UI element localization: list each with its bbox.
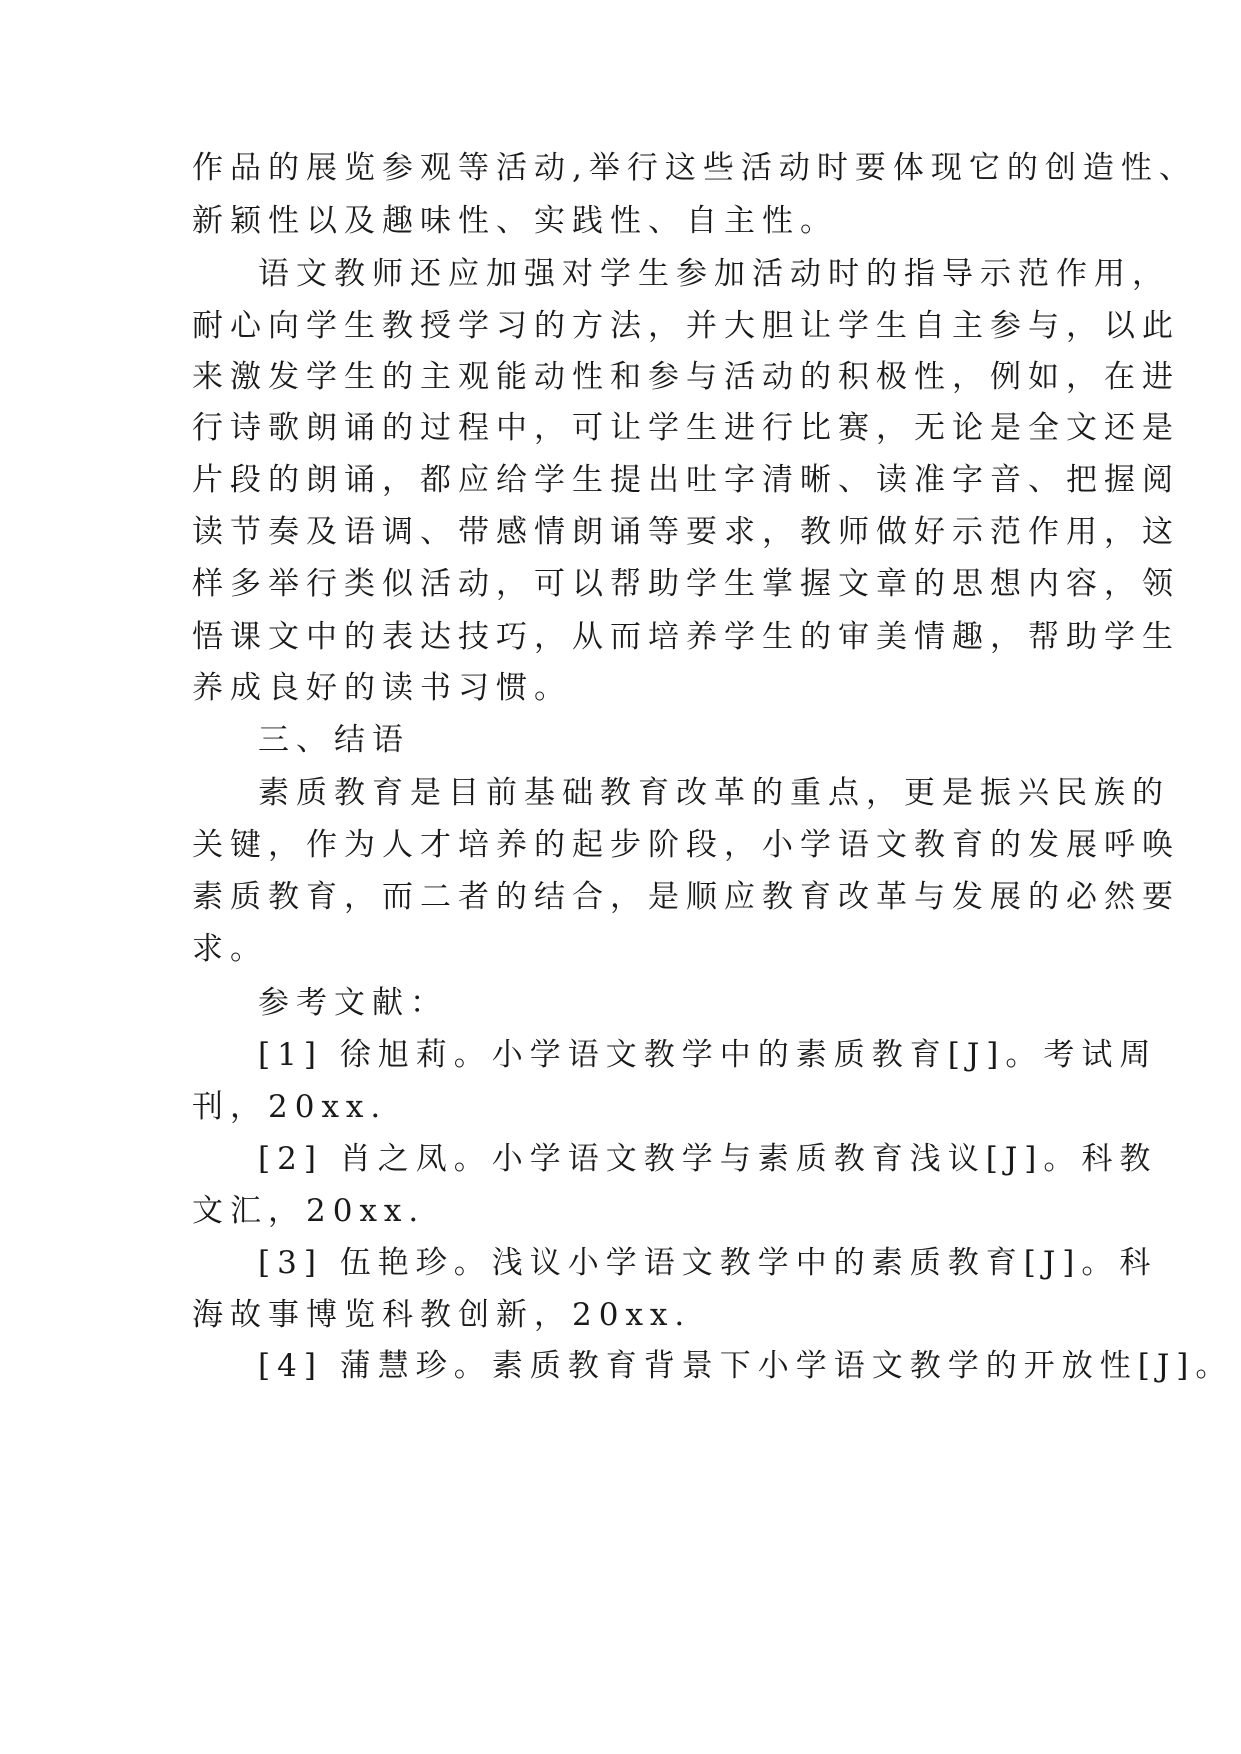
reference-item: [1] 徐旭莉。小学语文教学中的素质教育[J]。考试周 bbox=[258, 1037, 1158, 1073]
text-line: 悟课文中的表达技巧，从而培养学生的审美情趣，帮助学生 bbox=[192, 619, 1180, 655]
text-line: 养成良好的读书习惯。 bbox=[192, 670, 572, 706]
references-heading: 参考文献： bbox=[258, 985, 448, 1021]
paragraph-start-line: 语文教师还应加强对学生参加活动时的指导示范作用， bbox=[258, 256, 1170, 292]
text-line: 新颖性以及趣味性、实践性、自主性。 bbox=[192, 203, 838, 239]
text-line: 求。 bbox=[192, 931, 268, 967]
reference-item: [3] 伍艳珍。浅议小学语文教学中的素质教育[J]。科 bbox=[258, 1245, 1158, 1281]
section-heading: 三、结语 bbox=[258, 722, 410, 758]
reference-continuation: 海故事博览科教创新，20xx. bbox=[192, 1297, 692, 1333]
reference-continuation: 文汇，20xx. bbox=[192, 1193, 426, 1229]
text-line: 素质教育，而二者的结合，是顺应教育改革与发展的必然要 bbox=[192, 879, 1180, 915]
text-line: 耐心向学生教授学习的方法，并大胆让学生自主参与，以此 bbox=[192, 308, 1180, 344]
text-line: 作品的展览参观等活动,举行这些活动时要体现它的创造性、 bbox=[192, 150, 1197, 186]
text-line: 行诗歌朗诵的过程中，可让学生进行比赛，无论是全文还是 bbox=[192, 410, 1180, 446]
paragraph-start-line: 素质教育是目前基础教育改革的重点，更是振兴民族的 bbox=[258, 775, 1170, 811]
reference-item: [2] 肖之凤。小学语文教学与素质教育浅议[J]。科教 bbox=[258, 1141, 1158, 1177]
reference-continuation: 刊，20xx. bbox=[192, 1089, 388, 1125]
text-line: 关键，作为人才培养的起步阶段，小学语文教育的发展呼唤 bbox=[192, 827, 1180, 863]
text-line: 读节奏及语调、带感情朗诵等要求，教师做好示范作用，这 bbox=[192, 514, 1180, 550]
text-line: 样多举行类似活动，可以帮助学生掌握文章的思想内容，领 bbox=[192, 566, 1180, 602]
text-line: 来激发学生的主观能动性和参与活动的积极性，例如，在进 bbox=[192, 359, 1180, 395]
reference-item: [4] 蒲慧珍。素质教育背景下小学语文教学的开放性[J]。 bbox=[258, 1348, 1234, 1384]
text-line: 片段的朗诵，都应给学生提出吐字清晰、读准字音、把握阅 bbox=[192, 462, 1180, 498]
